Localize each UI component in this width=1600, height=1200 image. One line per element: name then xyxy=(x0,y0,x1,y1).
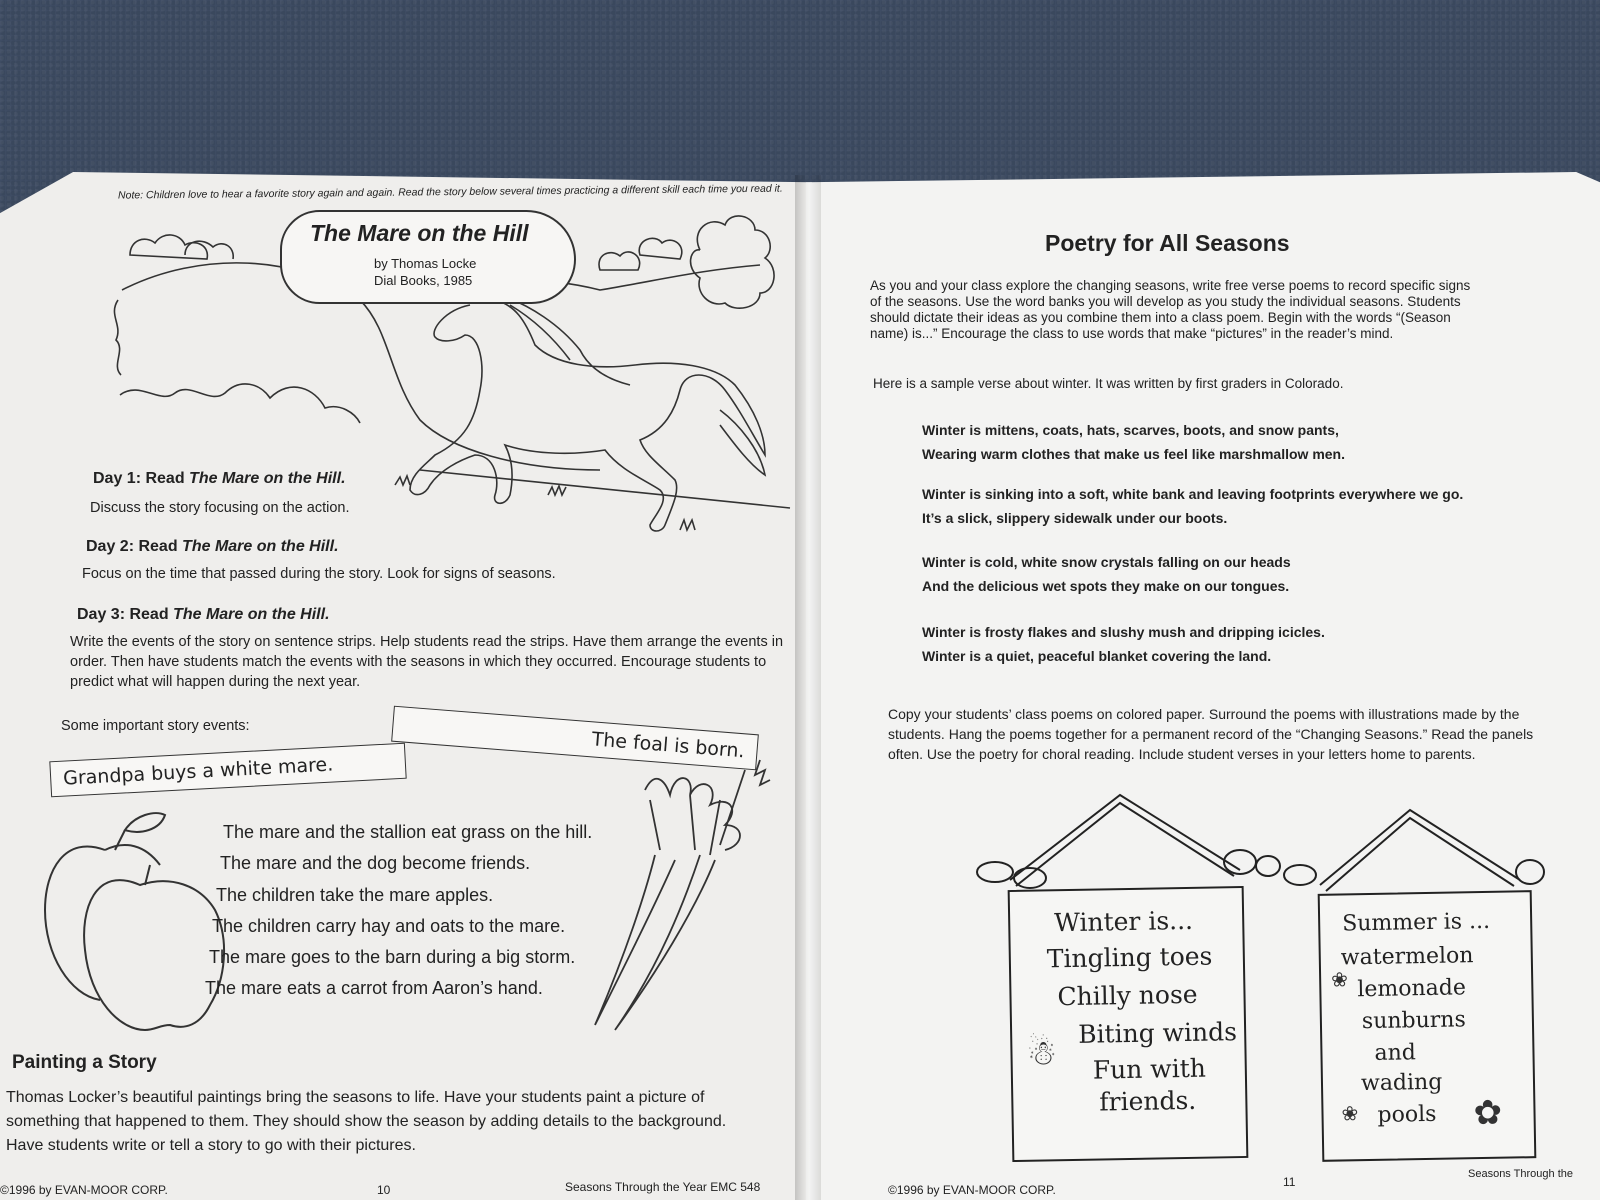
story-event: The mare goes to the barn during a big storm. xyxy=(209,947,576,967)
verse-line: Winter is cold, white snow crystals falling on our heads xyxy=(922,554,1291,570)
summer-sign-line: Summer is ... xyxy=(1341,908,1491,937)
winter-sign-line: friends. xyxy=(1099,1085,1197,1117)
winter-sign xyxy=(1008,886,1249,1162)
left-footer-page: 10 xyxy=(377,1183,391,1197)
winter-sign-line: Winter is... xyxy=(1053,905,1194,938)
day2-text: Focus on the time that passed during the story. Look for signs of seasons. xyxy=(82,566,556,582)
story-event: The children take the mare apples. xyxy=(216,885,494,905)
right-footer-copyright: ©1996 by EVAN-MOOR CORP. xyxy=(888,1183,1056,1197)
sample-intro: Here is a sample verse about winter. It was written by first graders in Colorado. xyxy=(873,376,1344,391)
day1-text: Discuss the story focusing on the action. xyxy=(90,500,350,516)
story-event: The mare and the dog become friends. xyxy=(220,853,531,873)
publisher-line: Dial Books, 1985 xyxy=(374,273,473,288)
right-footer-title: Seasons Through the xyxy=(1468,1168,1573,1180)
summer-sign-line: lemonade xyxy=(1357,975,1467,1003)
story-event: The children carry hay and oats to the mare. xyxy=(212,916,566,936)
winter-sign-line: Fun with xyxy=(1092,1053,1207,1085)
flower-icon: ❀ xyxy=(1341,1103,1359,1126)
story-note: Note: Children love to hear a favorite story again and again. Read the story below several times practicing a different skill each time you read it. xyxy=(117,182,783,202)
winter-sign-line: Biting winds xyxy=(1077,1017,1238,1049)
left-footer-copyright: ©1996 by EVAN-MOOR CORP. xyxy=(0,1183,168,1197)
right-footer-page: 11 xyxy=(1283,1175,1296,1189)
copy-poems-text: Copy your students’ class poems on colored paper. Surround the poems with illustrations made by the students. Hang the poems together for a permanent record of the “Changing Seasons.” Read the panels often. Use the poetry for choral reading. Include student verses in your letters home to parents. xyxy=(888,706,1534,762)
day3-text: Write the events of the story on sentence strips. Help students read the strips. Have them arrange the events in order. Then have students match the events with the seasons in which they occurred. Encourage students to predict what will happen during the next year. xyxy=(70,634,784,690)
author-line: by Thomas Locke xyxy=(374,256,477,271)
story-title: The Mare on the Hill xyxy=(310,220,529,246)
verse-line: Winter is a quiet, peaceful blanket covering the land. xyxy=(922,648,1272,664)
summer-sign xyxy=(1318,890,1537,1162)
day3-head-text: Day 3: Read xyxy=(77,606,174,623)
verse-line: Winter is frosty flakes and slushy mush and dripping icicles. xyxy=(922,624,1325,640)
sentence-strip-1: Grandpa buys a white mare. xyxy=(49,743,406,798)
story-event: The mare eats a carrot from Aaron’s hand. xyxy=(205,978,543,998)
flower-icon: ❀ xyxy=(1331,969,1349,992)
summer-sign-line: pools xyxy=(1377,1101,1437,1128)
left-footer-title: Seasons Through the Year EMC 548 xyxy=(565,1180,761,1194)
story-event: The mare and the stallion eat grass on the hill. xyxy=(223,822,593,842)
painting-heading: Painting a Story xyxy=(12,1052,157,1073)
summer-sign-line: and xyxy=(1374,1040,1417,1066)
sentence-strip-2: The foal is born. xyxy=(391,706,759,771)
summer-sign-line: watermelon xyxy=(1340,943,1474,971)
winter-sign-line: Tingling toes xyxy=(1046,941,1213,974)
day2-head-text: Day 2: Read xyxy=(86,538,183,555)
day1-book-title: The Mare on the Hill. xyxy=(189,470,346,487)
summer-sign-line: wading xyxy=(1360,1069,1443,1097)
day3-book-title: The Mare on the Hill. xyxy=(173,606,330,623)
verse-line: Wearing warm clothes that make us feel like marshmallow men. xyxy=(922,446,1346,462)
winter-sign-line: Chilly nose xyxy=(1057,979,1198,1012)
events-label: Some important story events: xyxy=(61,718,250,734)
poetry-title: Poetry for All Seasons xyxy=(1045,230,1290,256)
summer-sign-line: sunburns xyxy=(1361,1007,1466,1035)
verse-line: Winter is mittens, coats, hats, scarves, boots, and snow pants, xyxy=(922,422,1339,438)
day1-head-text: Day 1: Read xyxy=(93,470,190,487)
flower-icon: ✿ xyxy=(1473,1093,1503,1133)
poetry-intro: As you and your class explore the changing seasons, write free verse poems to record specific signs of the seasons. Use the word banks you will develop as you study the individual seasons. Students should dictate their ideas as you combine them into a class poem. Begin with the words “(Season name) is...” Encourage the class to use words that make “pictures” in the reader’s mind. xyxy=(870,278,1471,341)
verse-line: Winter is sinking into a soft, white bank and leaving footprints everywhere we go. xyxy=(922,486,1464,502)
snowman-icon: ☃ xyxy=(1026,1034,1058,1073)
verse-line: It’s a slick, slippery sidewalk under our boots. xyxy=(922,510,1228,526)
painting-text: Thomas Locker’s beautiful paintings bring the seasons to life. Have your students paint a picture of something that happened to them. They should show the season by adding details to the background. Have students write or tell a story to go with their pictures. xyxy=(6,1089,727,1154)
verse-line: And the delicious wet spots they make on our tongues. xyxy=(922,578,1290,594)
day2-book-title: The Mare on the Hill. xyxy=(182,538,339,555)
